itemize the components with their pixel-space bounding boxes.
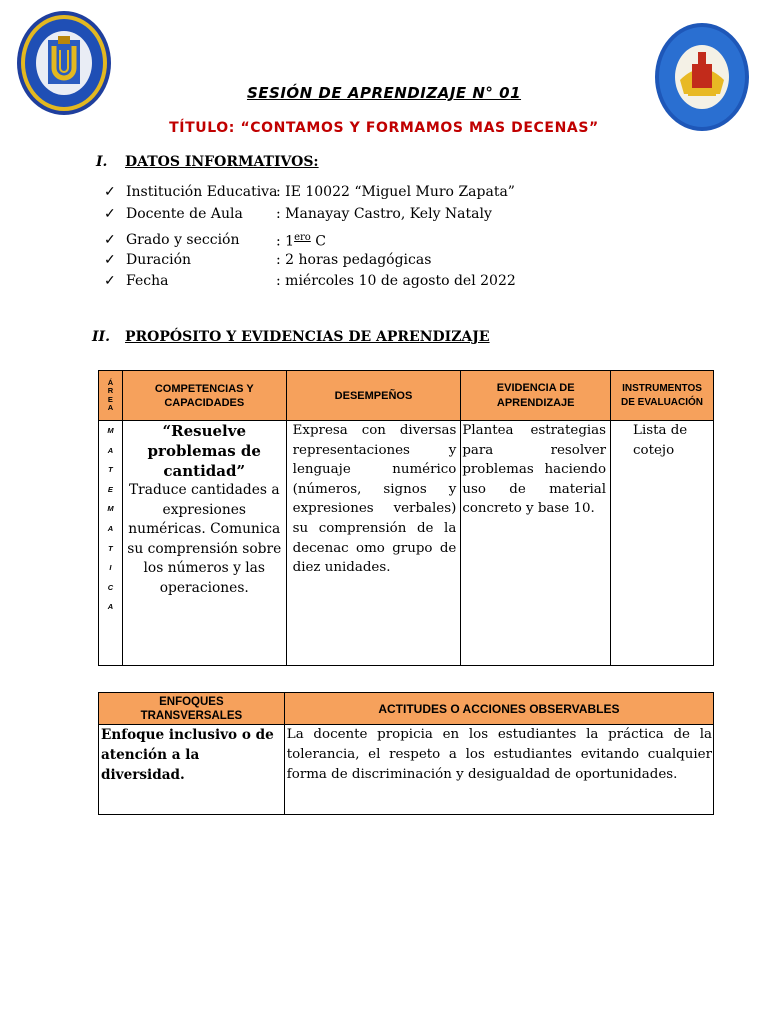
info-label: Docente de Aula	[126, 206, 243, 222]
evidencia-header	[461, 371, 611, 421]
area-letter: I	[109, 563, 112, 573]
info-row-institucion	[104, 184, 664, 204]
evidencia-cell	[461, 421, 611, 666]
section-number: I.	[96, 154, 108, 170]
header-text: DESEMPEÑOS	[334, 389, 413, 402]
header-text: INSTRUMENTOS DE EVALUACIÓN	[620, 382, 704, 408]
info-label: Duración	[126, 252, 192, 268]
desempeno-cell	[286, 421, 461, 666]
instrumentos-header	[611, 371, 714, 421]
section-title: DATOS INFORMATIVOS:	[125, 154, 319, 170]
info-value: : miércoles 10 de agosto del 2022	[276, 273, 516, 289]
area-letter: M	[107, 426, 114, 435]
check-icon: ✓	[104, 273, 116, 289]
info-value: : IE 10022 “Miguel Muro Zapata”	[276, 184, 515, 200]
area-value-letters	[99, 421, 122, 612]
area-letter: C	[107, 582, 114, 592]
actitudes-header	[284, 693, 713, 725]
competencias-header	[122, 371, 286, 421]
area-letter: E	[107, 484, 113, 494]
info-row-grado	[104, 232, 664, 252]
grado-ordinal: ero	[294, 232, 311, 243]
area-cell	[99, 421, 123, 666]
info-label: Grado y sección	[126, 232, 240, 248]
desempeno-text: Expresa con diversas representaciones y lenguaje numérico (números, signos y expresiones verbales) su comprensión de la decenac omo grupo de diez unidades.	[292, 423, 457, 576]
instrumento-cell	[611, 421, 714, 666]
competencia-title: “Resuelve problemas de cantidad”	[147, 422, 261, 480]
info-row-docente	[104, 206, 664, 226]
section-title: PROPÓSITO Y EVIDENCIAS DE APRENDIZAJE	[125, 329, 490, 345]
info-value	[276, 232, 326, 250]
desempenos-header	[286, 371, 461, 421]
competencia-cell	[122, 421, 286, 666]
header-text: EVIDENCIA DE APRENDIZAJE	[496, 381, 575, 409]
enfoques-table	[98, 692, 714, 815]
enfoque-text: Enfoque inclusivo o de atención a la diversidad.	[101, 727, 274, 783]
info-label: Institución Educativa	[126, 184, 278, 200]
info-row-duracion	[104, 252, 664, 272]
page-title	[0, 120, 768, 136]
area-letter: M	[107, 504, 114, 514]
grado-number: : 1	[276, 233, 295, 250]
area-letter: E	[107, 394, 113, 404]
section-number: II.	[92, 329, 110, 345]
area-header	[99, 371, 123, 421]
header-text: ENFOQUES TRANSVERSALES	[140, 695, 243, 722]
evidencia-text: Plantea estrategias para resolver problemas haciendo uso de material concreto y base 10.	[462, 423, 607, 517]
actitud-cell	[284, 725, 713, 815]
actitud-text: La docente propicia en los estudiantes la práctica de la tolerancia, el respeto a los estudiantes evitando cualquier forma de discriminación y desigualdad de oportunidades.	[286, 727, 712, 782]
faculty-logo	[654, 22, 750, 132]
area-letter: R	[107, 386, 114, 395]
session-title: SESIÓN DE APRENDIZAJE N° 01	[246, 84, 522, 102]
header-text: ACTITUDES O ACCIONES OBSERVABLES	[378, 701, 620, 716]
check-icon: ✓	[104, 232, 116, 248]
area-letter: T	[108, 465, 113, 475]
title-label: TÍTULO	[169, 120, 229, 136]
area-letter: A	[107, 403, 114, 412]
area-letter: A	[107, 602, 114, 612]
info-row-fecha	[104, 273, 664, 293]
area-letter: Á	[107, 377, 114, 387]
competencias-table	[98, 370, 714, 666]
info-label: Fecha	[126, 273, 169, 289]
area-letter: T	[108, 543, 113, 553]
instrumento-text: Lista de cotejo	[633, 423, 688, 458]
header-text: COMPETENCIAS Y CAPACIDADES	[154, 382, 254, 409]
info-value: : 2 horas pedagógicas	[276, 252, 432, 268]
grado-section: C	[310, 233, 326, 250]
enfoque-cell	[99, 725, 285, 815]
info-value: : Manayay Castro, Kely Nataly	[276, 206, 492, 222]
title-text: : “CONTAMOS Y FORMAMOS MAS DECENAS”	[228, 120, 599, 136]
check-icon: ✓	[104, 252, 116, 268]
area-letter: A	[107, 445, 114, 455]
enfoques-header	[99, 693, 285, 725]
area-header-letters	[99, 379, 122, 413]
check-icon: ✓	[104, 206, 116, 222]
competencia-body: Traduce cantidades a expresiones numéricas. Comunica su comprensión sobre los números y las operaciones.	[127, 482, 282, 596]
check-icon: ✓	[104, 184, 116, 200]
area-letter: A	[107, 523, 114, 533]
